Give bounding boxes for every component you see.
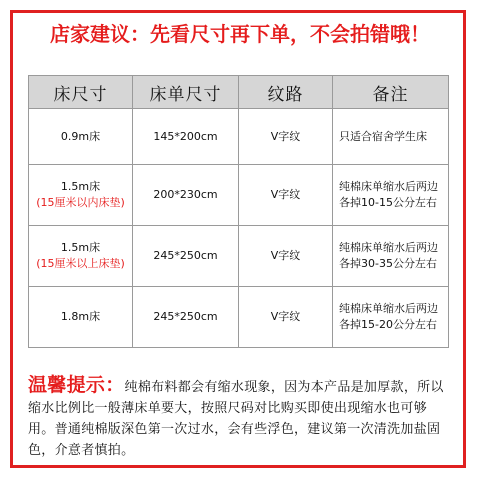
- bed-size-cell: [29, 226, 133, 287]
- table-row: [29, 109, 449, 165]
- pattern-cell: V字纹: [239, 109, 333, 165]
- table-row: [29, 287, 449, 348]
- bed-size-cell: [29, 287, 133, 348]
- table-row: [29, 226, 449, 287]
- remark-cell: 只适合宿舍学生床: [333, 109, 449, 165]
- size-table: [28, 75, 449, 348]
- sheet-size-cell: 245*250cm: [133, 287, 239, 348]
- header-remark: 备注: [333, 76, 449, 109]
- sheet-size-cell: 245*250cm: [133, 226, 239, 287]
- remark-cell: 纯棉床单缩水后两边各掉30-35公分左右: [333, 226, 449, 287]
- pattern-cell: V字纹: [239, 287, 333, 348]
- page-headline: 店家建议：先看尺寸再下单，不会拍错哦！: [50, 22, 430, 46]
- bed-size: 0.9m床: [60, 129, 101, 143]
- bed-size: 1.8m床: [60, 310, 101, 323]
- header-bed-size: 床尺寸: [29, 76, 133, 109]
- header-pattern: 纹路: [239, 76, 333, 109]
- bed-size-cell: [29, 165, 133, 226]
- remark-cell: 纯棉床单缩水后两边各掉10-15公分左右: [333, 165, 449, 226]
- table-header-row: [29, 76, 449, 109]
- bed-size: 1.5m床: [60, 180, 101, 193]
- bed-size-cell: [29, 109, 133, 165]
- mattress-note: (15厘米以内床垫): [36, 196, 125, 209]
- bed-size: 1.5m床: [60, 241, 101, 254]
- sheet-size-cell: 200*230cm: [133, 165, 239, 226]
- table-row: [29, 165, 449, 226]
- tips-title: 温馨提示：: [28, 374, 125, 396]
- pattern-cell: V字纹: [239, 226, 333, 287]
- pattern-cell: V字纹: [239, 165, 333, 226]
- remark-cell: 纯棉床单缩水后两边各掉15-20公分左右: [333, 287, 449, 348]
- mattress-note: (15厘米以上床垫): [36, 257, 125, 270]
- sheet-size-cell: 145*200cm: [133, 109, 239, 165]
- tips-body: 纯棉布料都会有缩水现象，因为本产品是加厚款，所以缩水比例比一般薄床单要大，按照尺码对比购买即使出现缩水也可够用。普通纯棉版深色第一次过水，会有些浮色，建议第一次清洗加盐固色，介意者慎拍。: [28, 380, 444, 458]
- header-sheet-size: 床单尺寸: [133, 76, 239, 109]
- warm-tips: [28, 375, 452, 461]
